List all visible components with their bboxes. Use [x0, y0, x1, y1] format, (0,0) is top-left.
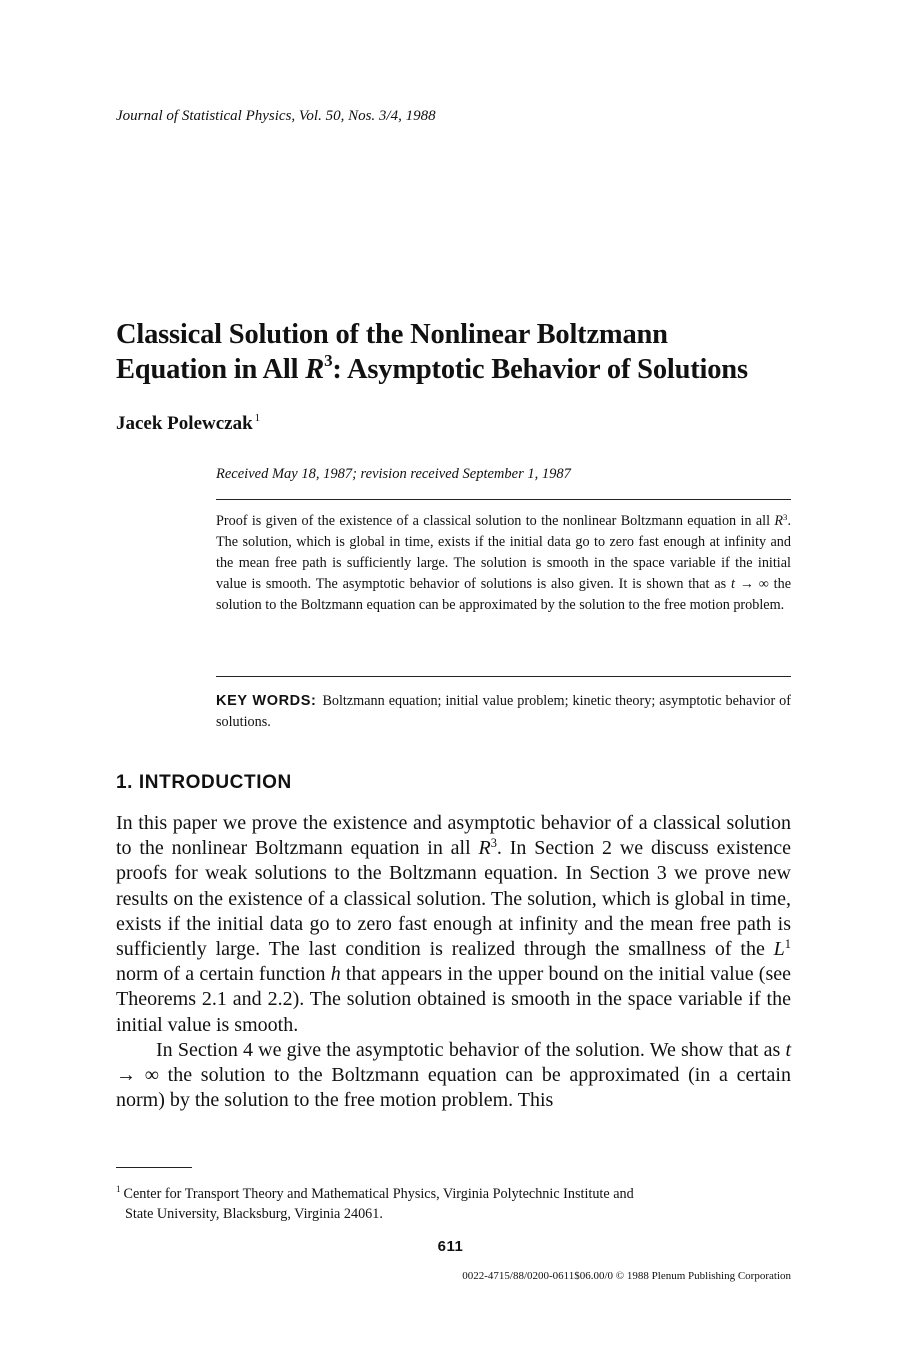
introduction-body: [116, 811, 791, 1113]
title-line-1: Classical Solution of the Nonlinear Boltzmann: [116, 319, 668, 350]
p2-arrow-infinity: → ∞: [116, 1064, 159, 1087]
footnote-text-1: Center for Transport Theory and Mathematical Physics, Virginia Polytechnic Institute and: [123, 1186, 634, 1202]
p1-text-a: In this paper we prove the existence and asymptotic behavior of a classical solution to the nonlinear Boltzmann equation in all: [116, 812, 791, 860]
p1-math-sup3: 3: [490, 836, 497, 851]
p1-math-l: L: [773, 938, 785, 961]
footnote-rule: [116, 1167, 192, 1168]
footnote-mark: 1: [116, 1184, 121, 1194]
abstract-text: [216, 511, 791, 616]
p2-text-b: the solution to the Boltzmann equation can be approximated (in a certain norm) by the solution to the free motion problem. This: [116, 1064, 791, 1112]
p2-math-t: t: [785, 1038, 791, 1061]
abstract-math-r: R: [774, 513, 784, 529]
journal-header: Journal of Statistical Physics, Vol. 50, Nos. 3/4, 1988: [116, 108, 436, 124]
abstract: [216, 511, 791, 616]
p1-math-sup1: 1: [784, 937, 791, 952]
footnote-line-1: [116, 1184, 796, 1204]
copyright-line: 0022-4715/88/0200-0611$06.00/0 © 1988 Plenum Publishing Corporation: [462, 1270, 791, 1282]
abstract-part-1: Proof is given of the existence of a classical solution to the nonlinear Boltzmann equation in all: [216, 513, 775, 529]
page-number: 611: [437, 1238, 464, 1255]
author-name: Jacek Polewczak: [116, 413, 253, 434]
author: [116, 413, 260, 435]
author-footnote-mark: 1: [254, 412, 261, 424]
abstract-bottom-rule: [216, 676, 791, 677]
title-math-sup: 3: [324, 351, 333, 370]
p1-text-d: that appears in the upper bound on the initial value (see Theorems 2.1 and 2.2). The solution obtained is smooth in the space variable if the initial value is smooth.: [116, 963, 791, 1036]
intro-paragraph-2: [116, 1038, 791, 1114]
keywords-label: KEY WORDS:: [216, 693, 317, 709]
intro-paragraph-1: [116, 811, 791, 1038]
keywords: [216, 691, 791, 733]
p1-math-r: R: [478, 837, 491, 860]
abstract-part-2: . The solution, which is global in time, exists if the initial data go to zero fast enough at infinity and the mean free path is sufficiently large. The solution is smooth in the space variable if the initial value is smooth. The asymptotic behavior of solutions is also given. It is shown that as: [216, 513, 791, 592]
keywords-text: Boltzmann equation; initial value problem; kinetic theory; asymptotic behavior of solutions.: [216, 693, 791, 730]
abstract-math-sup: 3: [783, 512, 788, 523]
p1-math-h: h: [330, 963, 341, 986]
article-title: [116, 317, 748, 387]
footnote-line-2: State University, Blacksburg, Virginia 24061.: [125, 1206, 383, 1222]
p1-text-b: . In Section 2 we discuss existence proofs for weak solutions to the Boltzmann equation. In Section 3 we prove new results on the existence of a classical solution. The solution, which is global in time, exists if the initial data go to zero fast enough at infinity and the mean free path is sufficiently large. The last condition is realized through the smallness of the: [116, 837, 791, 961]
received-dates: Received May 18, 1987; revision received September 1, 1987: [216, 466, 571, 482]
title-math-r: R: [305, 354, 325, 385]
section-heading-introduction: 1. INTRODUCTION: [116, 772, 292, 793]
abstract-part-3: the solution to the Boltzmann equation can be approximated by the solution to the free motion problem.: [216, 576, 791, 613]
abstract-math-t: t: [730, 576, 735, 592]
title-line-2: [116, 352, 748, 387]
p1-text-c: norm of a certain function: [116, 963, 331, 986]
title-line-2-suffix: : Asymptotic Behavior of Solutions: [332, 354, 748, 385]
footnote: [116, 1184, 796, 1224]
p2-text-a: In Section 4 we give the asymptotic behavior of the solution. We show that as: [156, 1038, 786, 1061]
abstract-top-rule: [216, 499, 791, 500]
title-line-2-prefix: Equation in All: [116, 354, 306, 385]
abstract-arrow-infinity: → ∞: [734, 576, 769, 592]
